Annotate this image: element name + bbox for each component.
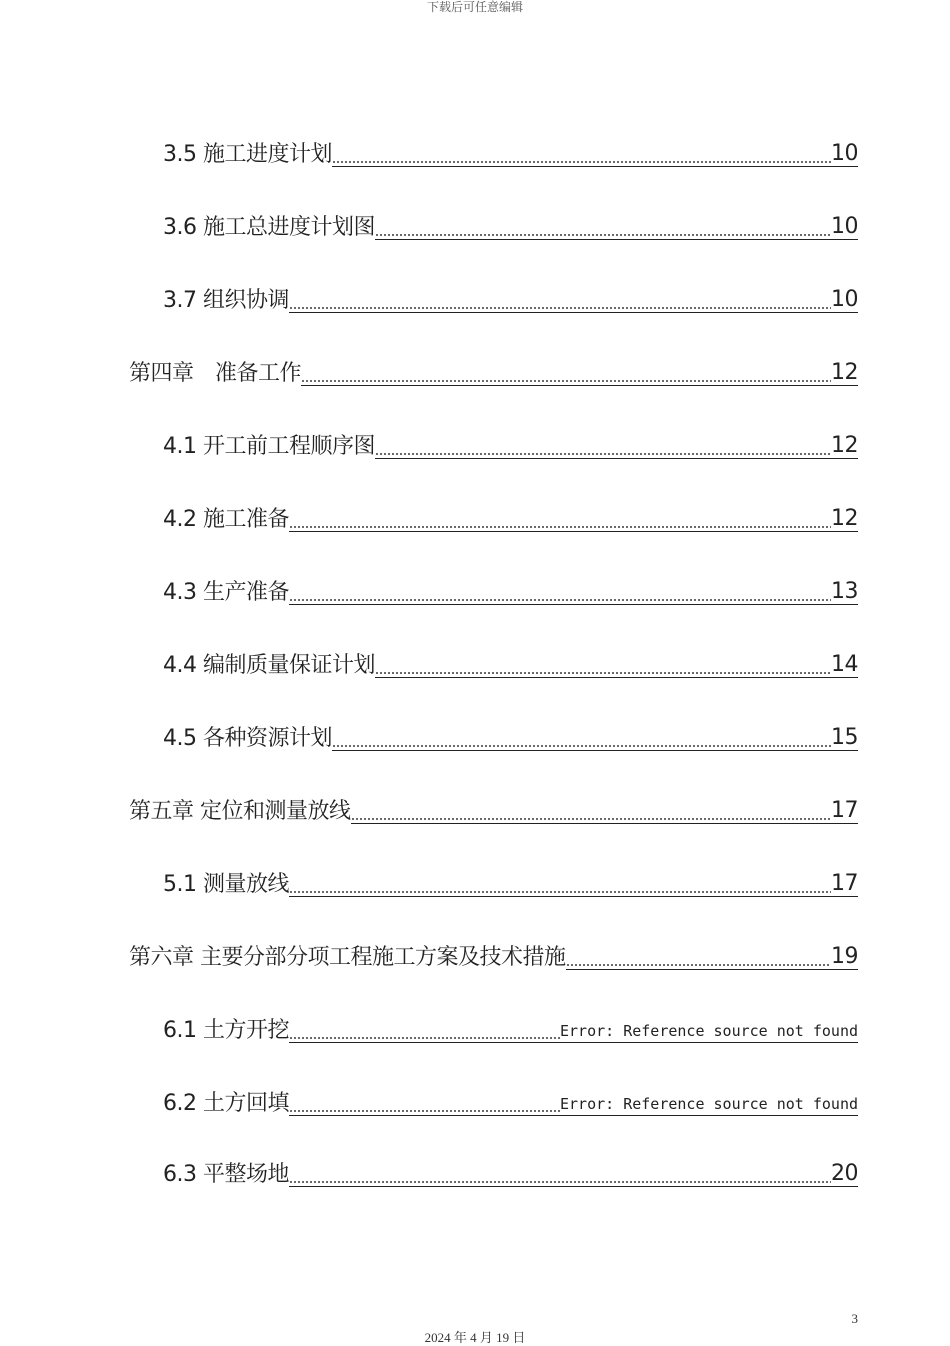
toc-page-reference-error: Error: Reference source not found (560, 1020, 858, 1043)
toc-entry-title: 4.5 各种资源计划 (163, 726, 332, 751)
toc-entry-4-3[interactable] (163, 568, 858, 608)
toc-entry-title: 3.7 组织协调 (163, 288, 289, 313)
toc-dot-leader (289, 872, 831, 897)
toc-dot-leader (301, 361, 831, 386)
footer-date: 2024 年 4 月 19 日 (424, 1330, 526, 1345)
toc-page-number: 12 (831, 360, 858, 385)
toc-page-reference-error: Error: Reference source not found (560, 1093, 858, 1116)
toc-entry-title: 4.3 生产准备 (163, 580, 289, 605)
toc-dot-leader (289, 1018, 560, 1043)
toc-dot-leader (332, 142, 831, 167)
toc-entry-6-3[interactable] (163, 1150, 858, 1190)
toc-entry-title: 5.1 测量放线 (163, 872, 289, 897)
toc-entry-4-5[interactable] (163, 714, 858, 754)
toc-dot-leader (289, 507, 831, 532)
toc-entry-title: 第六章 主要分部分项工程施工方案及技术措施 (129, 945, 566, 970)
toc-dot-leader (289, 288, 831, 313)
toc-entry-title: 3.5 施工进度计划 (163, 142, 332, 167)
toc-entry-title: 第五章 定位和测量放线 (129, 799, 351, 824)
toc-dot-leader (375, 434, 831, 459)
toc-page-number: 14 (831, 652, 858, 677)
toc-entry-3-7[interactable] (163, 276, 858, 316)
toc-dot-leader (332, 726, 831, 751)
toc-entry-chapter-6[interactable] (129, 933, 858, 973)
toc-entry-4-2[interactable] (163, 495, 858, 535)
toc-page-number: 17 (831, 798, 858, 823)
toc-dot-leader (375, 215, 831, 240)
toc-entry-title: 3.6 施工总进度计划图 (163, 215, 375, 240)
toc-entry-6-1[interactable] (163, 1006, 858, 1046)
toc-page-number: 19 (831, 944, 858, 969)
toc-page-number: 13 (831, 579, 858, 604)
toc-page-number: 10 (831, 214, 858, 239)
toc-entry-4-4[interactable] (163, 641, 858, 681)
toc-entry-3-5[interactable] (163, 130, 858, 170)
toc-page-number: 12 (831, 506, 858, 531)
toc-page-number: 10 (831, 287, 858, 312)
toc-entry-title: 6.1 土方开挖 (163, 1018, 289, 1043)
toc-dot-leader (375, 653, 831, 678)
toc-entry-3-6[interactable] (163, 203, 858, 243)
toc-entry-5-1[interactable] (163, 860, 858, 900)
toc-page-number: 15 (831, 725, 858, 750)
toc-entry-title: 4.1 开工前工程顺序图 (163, 434, 375, 459)
toc-entry-chapter-5[interactable] (129, 787, 858, 827)
toc-entry-6-2[interactable] (163, 1079, 858, 1119)
page-number: 3 (851, 1311, 858, 1326)
toc-page-number: 10 (831, 141, 858, 166)
toc-dot-leader (566, 945, 832, 970)
toc-entry-title: 第四章 准备工作 (129, 361, 302, 386)
toc-page-number: 20 (831, 1161, 858, 1186)
toc-entry-4-1[interactable] (163, 422, 858, 462)
toc-entry-chapter-4[interactable] (129, 349, 858, 389)
toc-page-number: 17 (831, 871, 858, 896)
toc-entry-title: 6.3 平整场地 (163, 1162, 289, 1187)
toc-dot-leader (289, 1091, 560, 1116)
toc-dot-leader (351, 799, 832, 824)
toc-dot-leader (289, 1162, 831, 1187)
toc-entry-title: 4.4 编制质量保证计划 (163, 653, 375, 678)
toc-page-number: 12 (831, 433, 858, 458)
toc-entry-title: 4.2 施工准备 (163, 507, 289, 532)
header-note: 下载后可任意编辑 (426, 0, 523, 14)
table-of-contents (0, 120, 950, 1220)
toc-dot-leader (289, 580, 831, 605)
toc-entry-title: 6.2 土方回填 (163, 1091, 289, 1116)
